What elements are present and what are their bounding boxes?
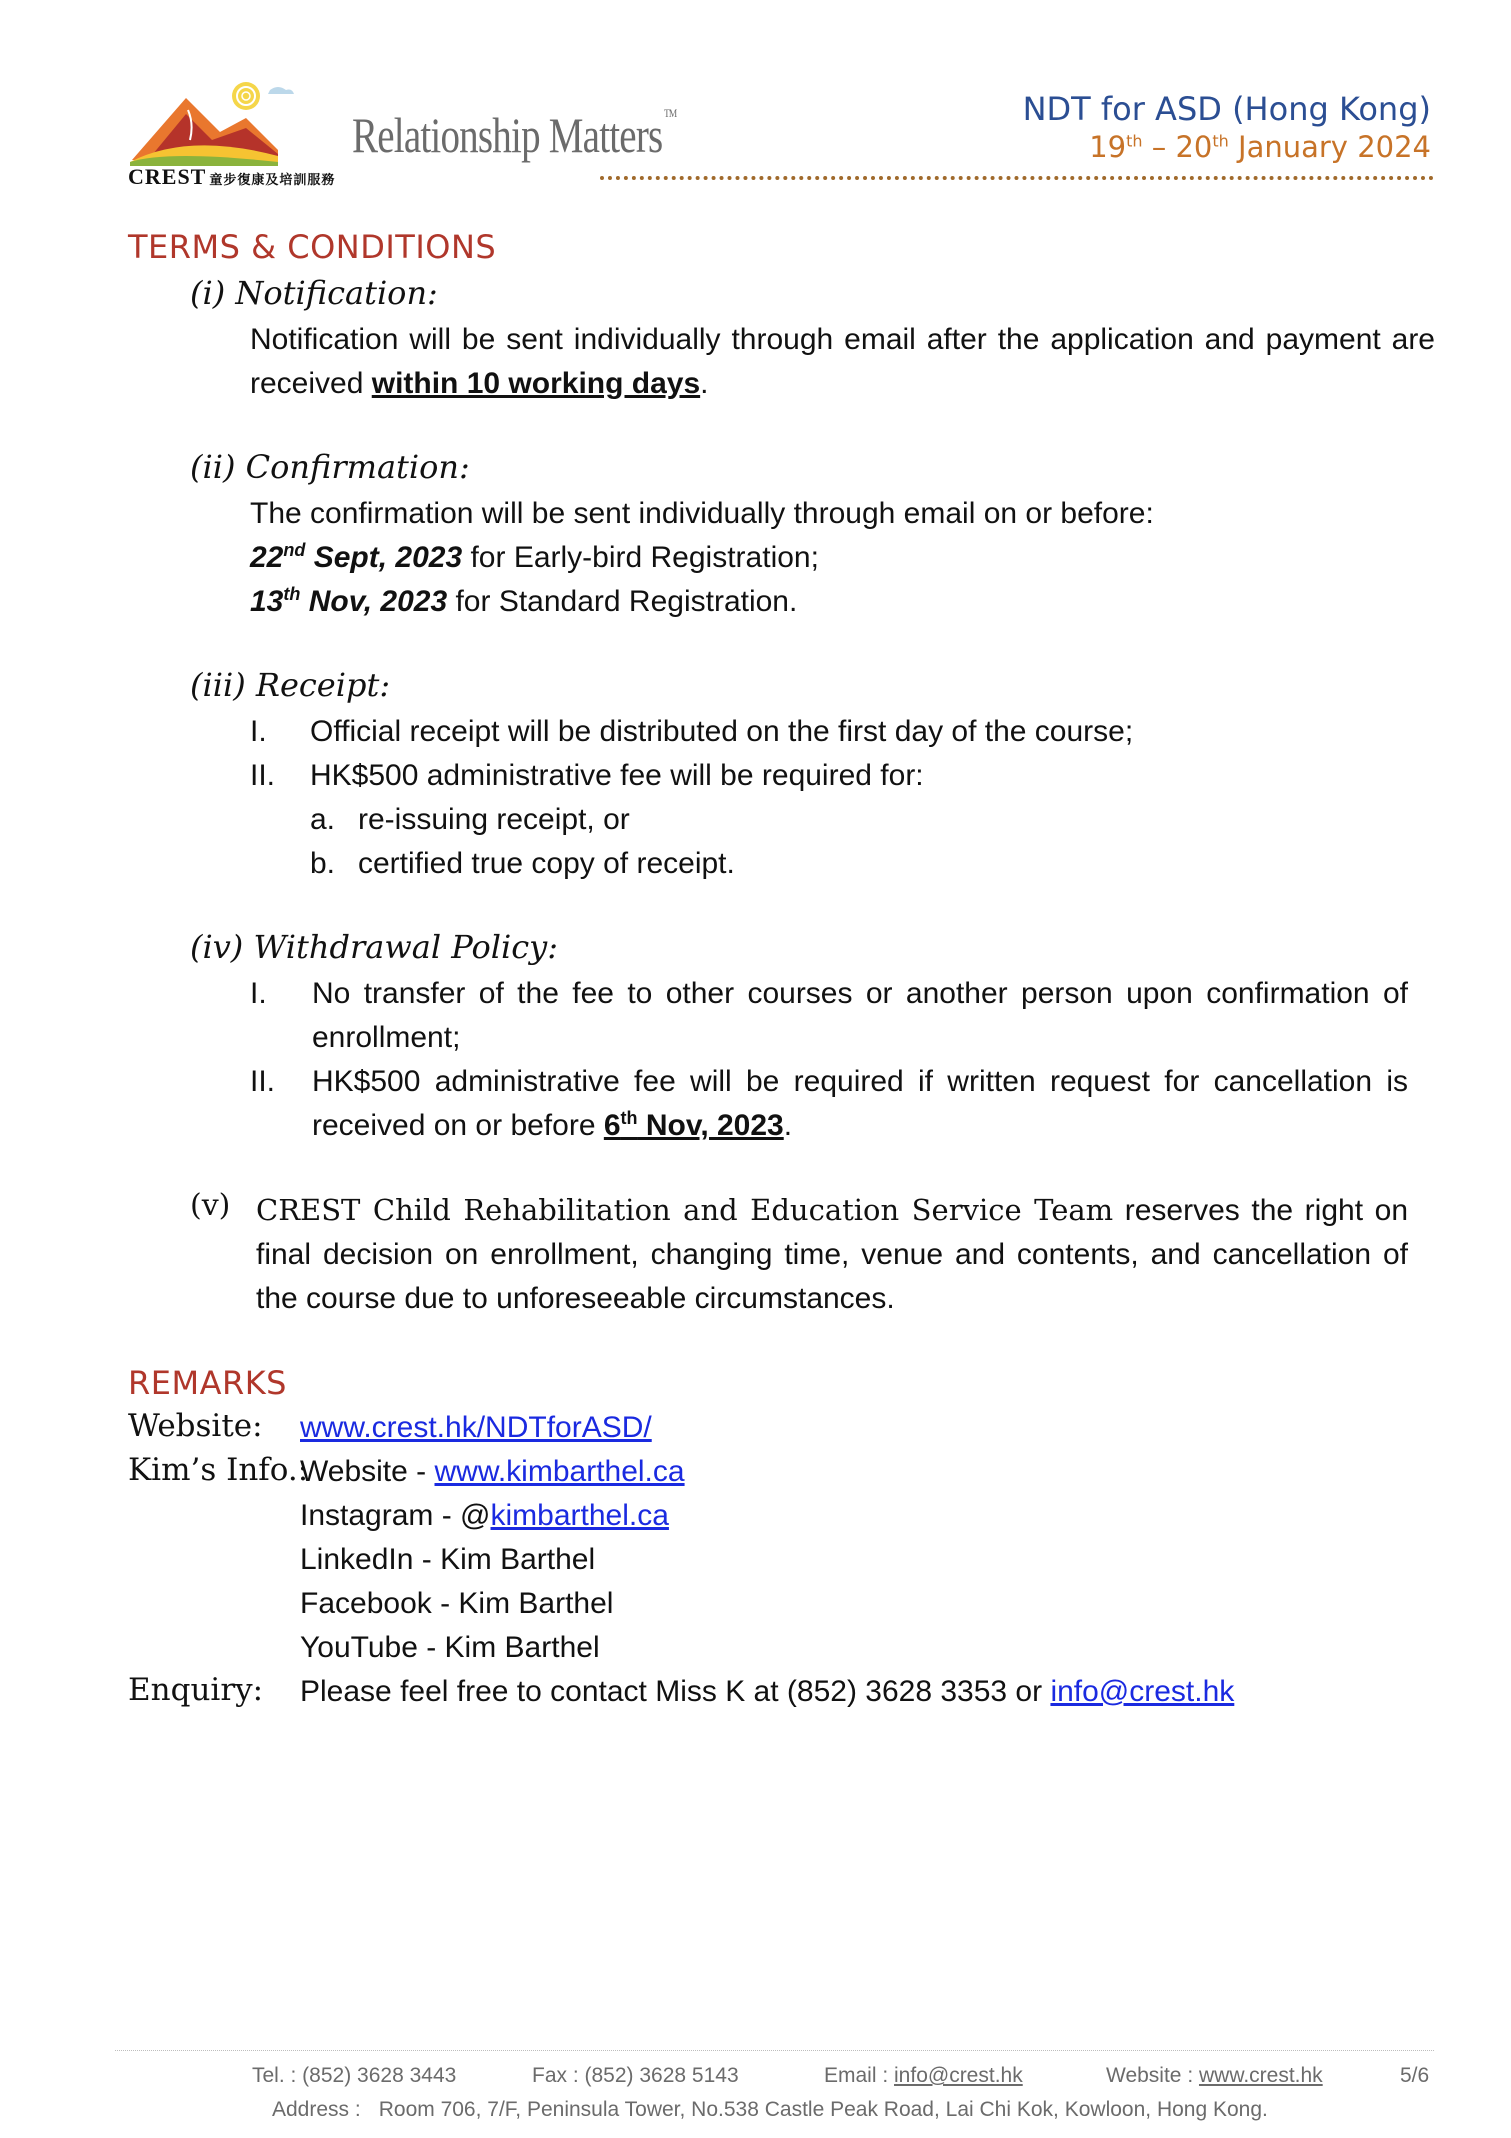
std-text: for Standard Registration.: [447, 585, 798, 618]
kim-website-link[interactable]: www.kimbarthel.ca: [434, 1455, 685, 1488]
footer-email-link[interactable]: info@crest.hk: [894, 2064, 1023, 2087]
date-start-suffix: th: [1126, 131, 1143, 151]
kim-youtube: YouTube - Kim Barthel: [300, 1631, 600, 1664]
list-subitem: [250, 842, 1435, 886]
date-start-day: 19: [1089, 130, 1127, 164]
enquiry-label: Enquiry:: [128, 1672, 264, 1708]
decision-body: reserves the right on final decision on enrollment, changing time, venue and contents, and cancellation of the course due to unforeseeable circumstances.: [256, 1194, 1409, 1315]
kim-info-list: [300, 1450, 685, 1670]
enquiry-text: Please feel free to contact Miss K at (852) 3628 3353 or: [300, 1675, 1051, 1708]
withdrawal-period: .: [783, 1109, 793, 1142]
list-text: re-issuing receipt, or: [358, 803, 630, 836]
receipt-heading: (iii) Receipt:: [190, 666, 391, 704]
event-dates: [1089, 130, 1431, 164]
page-number: 5/6: [1400, 2064, 1430, 2087]
enquiry-email-link[interactable]: info@crest.hk: [1050, 1675, 1235, 1708]
list-item: [250, 972, 1408, 1060]
footer-email: [824, 2064, 1023, 2088]
kim-website: [300, 1450, 685, 1494]
enquiry-value: [300, 1670, 1234, 1714]
withdrawal-deadline: [604, 1109, 784, 1142]
footer-website-link[interactable]: www.crest.hk: [1198, 2064, 1323, 2087]
kim-website-prefix: Website -: [300, 1455, 435, 1488]
logo-subtext: 童步復康及培訓服務: [209, 173, 336, 188]
date-separator: –: [1142, 130, 1176, 164]
list-letter: b.: [310, 847, 336, 880]
confirmation-standard: [250, 580, 1435, 624]
kim-instagram: [300, 1494, 685, 1538]
date-month-year: January 2024: [1228, 130, 1431, 164]
header-divider: [600, 176, 1434, 180]
footer-address-text: Room 706, 7/F, Peninsula Tower, No.538 Castle Peak Road, Lai Chi Kok, Kowloon, Hong Kong.: [378, 2098, 1268, 2121]
footer-address: [272, 2098, 1268, 2122]
list-text: HK$500 administrative fee will be required for:: [310, 759, 924, 792]
early-date: Sept, 2023: [305, 541, 463, 574]
brand-trademark: TM: [664, 106, 677, 120]
website-label: Website:: [128, 1408, 263, 1444]
list-text: certified true copy of receipt.: [358, 847, 735, 880]
relationship-matters-logo: [352, 106, 676, 164]
terms-title: TERMS & CONDITIONS: [128, 228, 497, 266]
confirmation-text: [250, 492, 1435, 624]
decision-clause: [190, 1188, 1408, 1321]
kim-instagram-prefix: Instagram - @: [300, 1499, 491, 1532]
footer-email-label: Email :: [824, 2064, 895, 2087]
kim-instagram-link[interactable]: kimbarthel.ca: [490, 1499, 669, 1532]
deadline-suffix: th: [620, 1108, 638, 1128]
confirmation-intro: The confirmation will be sent individually through email on or before:: [250, 497, 1154, 530]
notification-period: .: [700, 367, 709, 400]
website-link[interactable]: www.crest.hk/NDTforASD/: [300, 1411, 652, 1444]
kim-info-label: Kim’s Info.:: [128, 1452, 309, 1488]
confirmation-early-bird: [250, 536, 1435, 580]
confirmation-heading: (ii) Confirmation:: [190, 448, 470, 486]
notification-text-main: Notification will be sent individually through email after the application and payment are received: [250, 323, 1435, 400]
footer-website: [1106, 2064, 1323, 2088]
date-end-day: 20: [1175, 130, 1213, 164]
withdrawal-text: HK$500 administrative fee will be required if written request for cancellation is received on or before: [312, 1065, 1408, 1142]
list-text: Official receipt will be distributed on the first day of the course;: [310, 715, 1134, 748]
list-text: [312, 1060, 1408, 1148]
list-item: [250, 1060, 1408, 1148]
footer-divider: [115, 2050, 1434, 2051]
list-item: [250, 754, 1435, 798]
list-number: II.: [250, 759, 276, 792]
website-value: [300, 1406, 652, 1450]
deadline-day: 6: [603, 1109, 621, 1142]
list-letter: a.: [310, 803, 336, 836]
withdrawal-heading: (iv) Withdrawal Policy:: [190, 928, 558, 966]
std-day: 13: [250, 585, 284, 618]
decision-lead: CREST Child Rehabilitation and Education Service Team: [256, 1193, 1114, 1227]
logo-text: CREST: [128, 164, 207, 189]
early-suffix: nd: [283, 540, 306, 560]
notification-heading: (i) Notification:: [190, 274, 438, 312]
std-date: Nov, 2023: [300, 585, 448, 618]
kim-linkedin: LinkedIn - Kim Barthel: [300, 1543, 596, 1576]
decision-number: (v): [190, 1188, 231, 1223]
remarks-title: REMARKS: [128, 1364, 287, 1402]
early-text: for Early-bird Registration;: [462, 541, 819, 574]
notification-text: [250, 318, 1435, 406]
decision-text: [256, 1188, 1408, 1321]
deadline-date: Nov, 2023: [637, 1109, 784, 1142]
list-text: No transfer of the fee to other courses or another person upon confirmation of enrollment;: [312, 977, 1408, 1054]
footer-tel: Tel. : (852) 3628 3443: [252, 2064, 457, 2087]
receipt-list: [250, 710, 1435, 886]
kim-facebook: Facebook - Kim Barthel: [300, 1587, 614, 1620]
footer-website-label: Website :: [1106, 2064, 1199, 2087]
list-number: II.: [250, 1065, 276, 1098]
list-subitem: [250, 798, 1435, 842]
withdrawal-list: [250, 972, 1408, 1148]
list-number: I.: [250, 977, 267, 1010]
date-end-suffix: th: [1212, 131, 1229, 151]
brand-name: Relationship Matters: [352, 107, 663, 163]
early-day: 22: [250, 541, 284, 574]
notification-deadline: within 10 working days: [371, 367, 701, 400]
list-item: [250, 710, 1435, 754]
event-title: NDT for ASD (Hong Kong): [1022, 90, 1431, 128]
list-number: I.: [250, 715, 267, 748]
footer-address-label: Address :: [272, 2098, 361, 2121]
crest-logo: [128, 80, 336, 192]
footer-fax: Fax : (852) 3628 5143: [532, 2064, 739, 2087]
std-suffix: th: [283, 584, 301, 604]
